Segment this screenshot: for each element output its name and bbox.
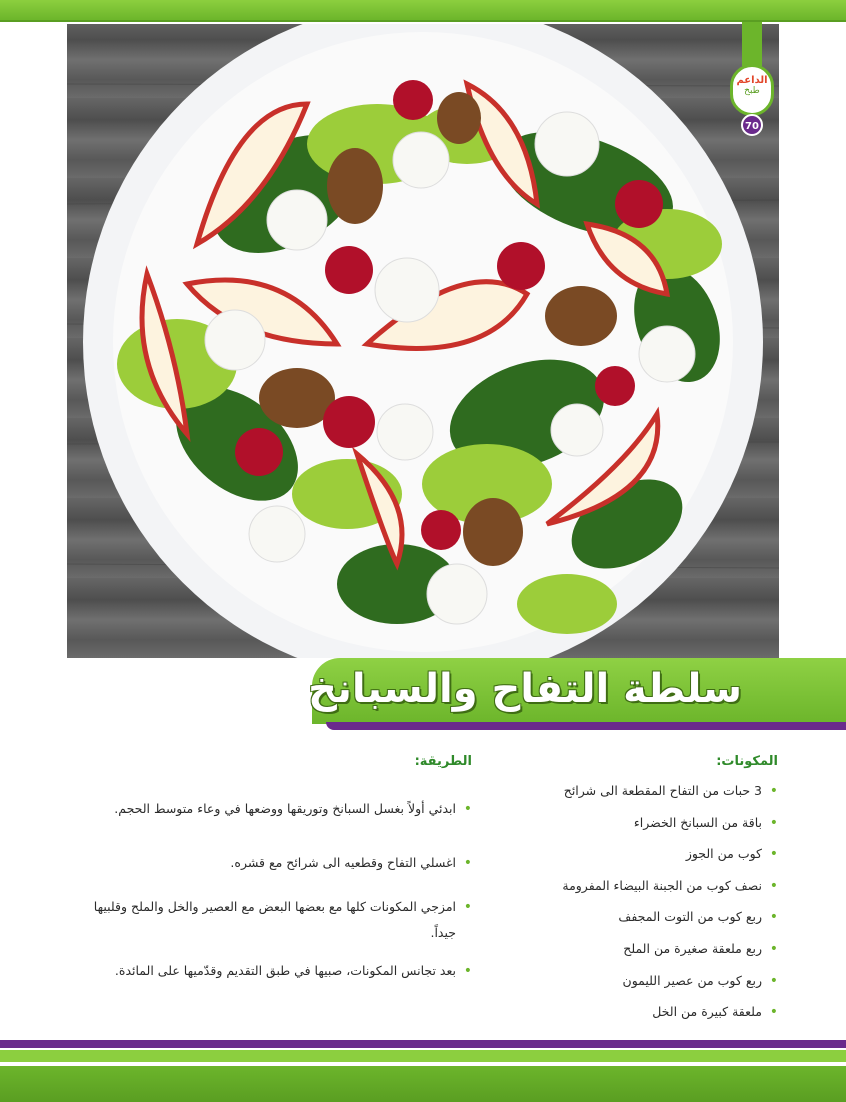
method-step: • اغسلي التفاح وقطعيه الى شرائح مع قشره.	[72, 850, 472, 876]
ingredient-item: • ربع ملعقة صغيرة من الملح	[478, 938, 778, 970]
ingredient-item: • ملعقة كبيرة من الخل	[478, 1001, 778, 1033]
section-label: طبخ	[744, 86, 760, 96]
page-badge	[728, 22, 776, 140]
ingredients-heading: المكونات:	[716, 754, 778, 769]
ingredient-item: • ربع كوب من التوت المجفف	[478, 906, 778, 938]
title-underline	[326, 722, 846, 730]
method-step: • ابدئي أولاً بغسل السبانخ وتوريقها ووضعها في وعاء متوسط الحجم.	[72, 796, 472, 822]
badge-logo-circle	[730, 64, 774, 116]
ingredient-item: • كوب من الجوز	[478, 843, 778, 875]
magazine-logo: الداعم	[736, 75, 768, 86]
ingredient-item: • نصف كوب من الجبنة البيضاء المفرومة	[478, 875, 778, 907]
ingredient-item: • باقة من السبانخ الخضراء	[478, 812, 778, 844]
salad-plate-illustration	[67, 24, 779, 658]
salad-photo	[67, 24, 779, 658]
method-step: • امزجي المكونات كلها مع بعضها البعض مع العصير والخل والملح وقلبيها جيداً.	[72, 894, 472, 946]
top-green-bar	[0, 0, 846, 22]
footer-purple-line	[0, 1040, 846, 1048]
ingredients-list	[478, 780, 778, 1033]
page-number: 70	[741, 114, 763, 136]
method-step: • بعد تجانس المكونات، صبيها في طبق التقديم وقدّميها على المائدة.	[72, 958, 472, 984]
footer-green-line	[0, 1050, 846, 1062]
ingredient-item: • 3 حبات من التفاح المقطعة الى شرائح	[478, 780, 778, 812]
footer-green-bar	[0, 1066, 846, 1102]
method-list	[72, 796, 472, 984]
method-heading: الطريقة:	[414, 754, 472, 769]
ingredient-item: • ربع كوب من عصير الليمون	[478, 970, 778, 1002]
badge-stem	[742, 22, 762, 66]
recipe-title: سلطة التفاح والسبانخ	[308, 666, 742, 712]
